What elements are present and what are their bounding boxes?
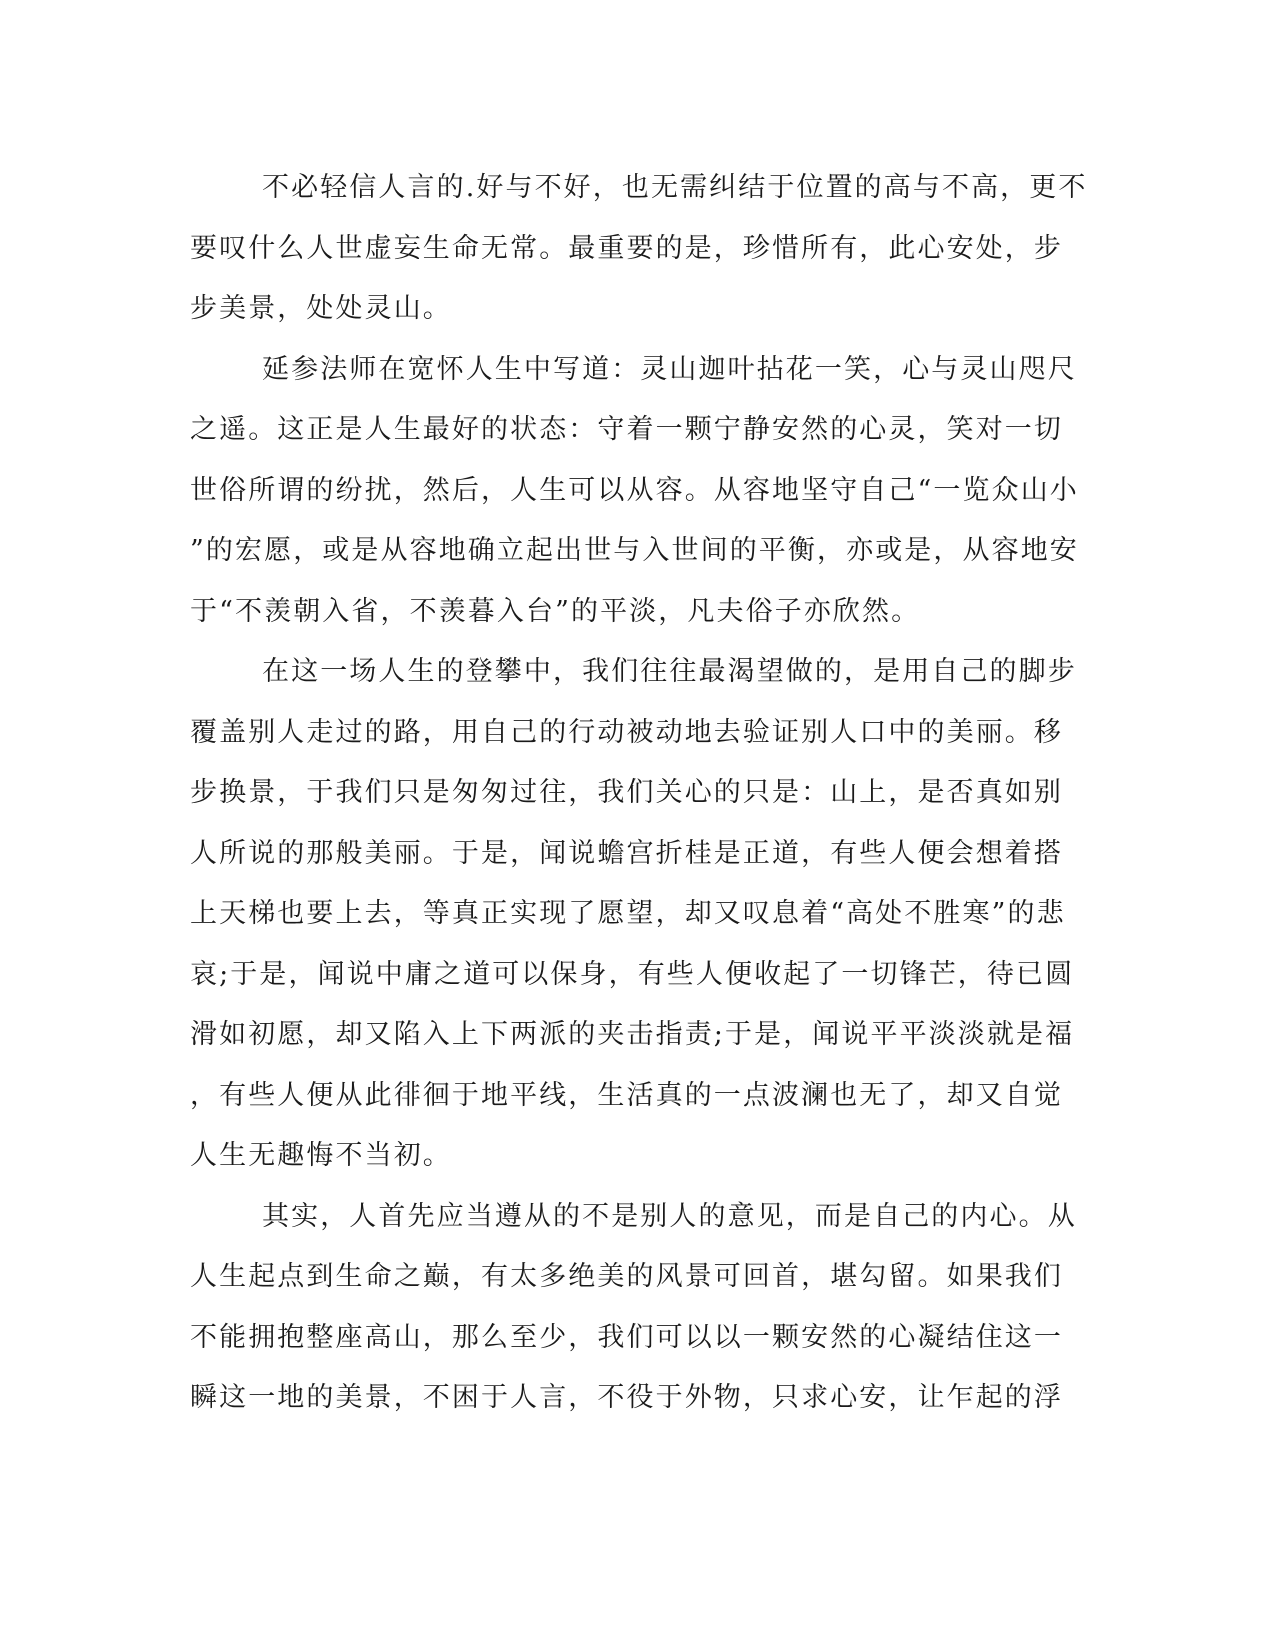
- text-line: 覆盖别人走过的路，用自己的行动被动地去验证别人口中的美丽。移: [190, 716, 1063, 748]
- text-line: 人生起点到生命之巅，有太多绝美的风景可回首，堪勾留。如果我们: [190, 1261, 1063, 1292]
- text-line: 世俗所谓的纷扰，然后，人生可以从容。从容地坚守自己“一览众山小: [190, 474, 1079, 506]
- text-line: 要叹什么人世虚妄生命无常。最重要的是，珍惜所有，此心安处，步: [190, 232, 1063, 264]
- text-line: 滑如初愿，却又陷入上下两派的夹击指责;于是，闻说平平淡淡就是福: [190, 1019, 1075, 1050]
- text-line: 瞬这一地的美景，不困于人言，不役于外物，只求心安，让乍起的浮: [190, 1382, 1063, 1413]
- text-line: 在这一场人生的登攀中，我们往往最渴望做的，是用自己的脚步: [262, 656, 1077, 687]
- text-line: 不能拥抱整座高山，那么至少，我们可以以一颗安然的心凝结住这一: [190, 1321, 1063, 1353]
- text-line: ”的宏愿，或是从容地确立起出世与入世间的平衡，亦或是，从容地安: [190, 535, 1079, 566]
- text-line: 人生无趣悔不当初。: [190, 1140, 452, 1171]
- text-line: 之遥。这正是人生最好的状态：守着一颗宁静安然的心灵，笑对一切: [190, 414, 1063, 445]
- text-line: 人所说的那般美丽。于是，闻说蟾宫折桂是正道，有些人便会想着搭: [190, 837, 1063, 869]
- text-line: 不必轻信人言的.好与不好，也无需纠结于位置的高与不高，更不: [262, 172, 1088, 203]
- text-line: 步美景，处处灵山。: [190, 293, 452, 324]
- text-line: 其实，人首先应当遵从的不是别人的意见，而是自己的内心。从: [262, 1200, 1077, 1232]
- text-line: 于“不羡朝入省，不羡暮入台”的平淡，凡夫俗子亦欣然。: [190, 595, 921, 627]
- body-text: [190, 158, 1090, 1429]
- text-line: 哀;于是，闻说中庸之道可以保身，有些人便收起了一切锋芒，待已圆: [190, 958, 1075, 990]
- text-line: 延参法师在宽怀人生中写道：灵山迦叶拈花一笑，心与灵山咫尺: [262, 353, 1077, 385]
- text-line: ，有些人便从此徘徊于地平线，生活真的一点波澜也无了，却又自觉: [190, 1079, 1063, 1111]
- text-line: 步换景，于我们只是匆匆过往，我们关心的只是：山上，是否真如别: [190, 777, 1063, 808]
- text-line: 上天梯也要上去，等真正实现了愿望，却又叹息着“高处不胜寒”的悲: [190, 898, 1066, 929]
